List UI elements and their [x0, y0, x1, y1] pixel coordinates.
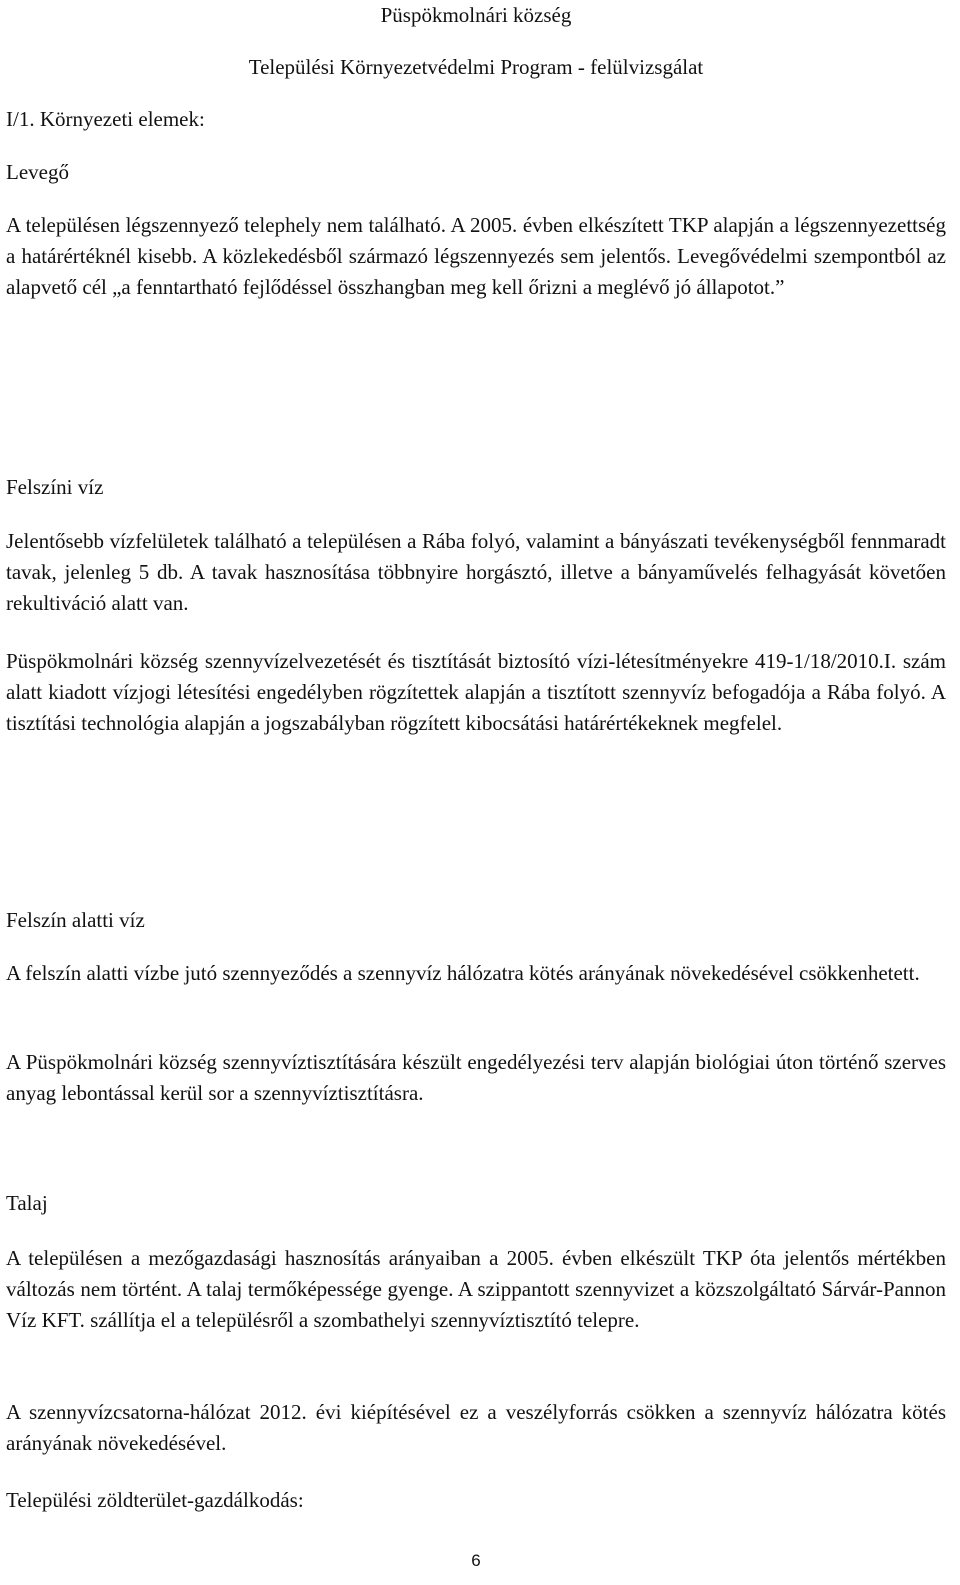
paragraph-talaj-1: A településen a mezőgazdasági hasznosítás arányaiban a 2005. évben elkészült TKP óta jelentős mértékben változás nem történt. A talaj termőképessége gyenge. A szippantott szennyvizet a közszolgáltató Sárvár-Pannon Víz KFT. szállítja el a településről a szombathelyi szennyvíztisztító telepre. — [6, 1246, 946, 1332]
heading-zoldterulet: Települési zöldterület-gazdálkodás: — [6, 1488, 304, 1512]
document-page — [6, 0, 946, 1585]
heading-felszini-viz: Felszíni víz — [6, 475, 104, 499]
paragraph-felszin-alatti-viz-1: A felszín alatti vízbe jutó szennyeződés a szennyvíz hálózatra kötés arányának növekedésével csökkenhetett. — [6, 961, 920, 985]
paragraph-levego: A településen légszennyező telephely nem található. A 2005. évben elkészített TKP alapján a légszennyezettség a határértéknél kisebb. A közlekedésből származó légszennyezés sem jelentős. Levegővédelmi szempontból az alapvető cél „a fenntartható fejlődéssel összhangban meg kell őrizni a meglévő jó állapotot.” — [6, 213, 946, 299]
paragraph-talaj-2: A szennyvízcsatorna-hálózat 2012. évi kiépítésével ez a veszélyforrás csökken a szennyvíz hálózatra kötés arányának növekedésével. — [6, 1400, 946, 1455]
paragraph-felszini-viz-1: Jelentősebb vízfelületek található a településen a Rába folyó, valamint a bányászati tevékenységből fennmaradt tavak, jelenleg 5 db. A tavak hasznosítása többnyire horgásztó, illetve a bányaművelés felhagyását követően rekultiváció alatt van. — [6, 529, 946, 615]
section-title: I/1. Környezeti elemek: — [6, 107, 205, 131]
page-number: 6 — [471, 1551, 481, 1570]
paragraph-felszin-alatti-viz-2: A Püspökmolnári község szennyvíztisztítására készült engedélyezési terv alapján biológiai úton történő szerves anyag lebontással kerül sor a szennyvíztisztításra. — [6, 1050, 946, 1105]
paragraph-felszini-viz-2: Püspökmolnári község szennyvízelvezetését és tisztítását biztosító vízi-létesítményekre 419-1/18/2010.I. szám alatt kiadott vízjogi létesítési engedélyben rögzítettek alapján a tisztított szennyvíz befogadója a Rába folyó. A tisztítási technológia alapján a jogszabályban rögzített kibocsátási határértékeknek megfelel. — [6, 649, 946, 735]
header-municipality: Püspökmolnári község — [380, 3, 572, 27]
heading-talaj: Talaj — [6, 1191, 48, 1215]
header-program-title: Települési Környezetvédelmi Program - felülvizsgálat — [248, 55, 704, 79]
heading-felszin-alatti-viz: Felszín alatti víz — [6, 908, 145, 932]
heading-levego: Levegő — [6, 160, 69, 184]
